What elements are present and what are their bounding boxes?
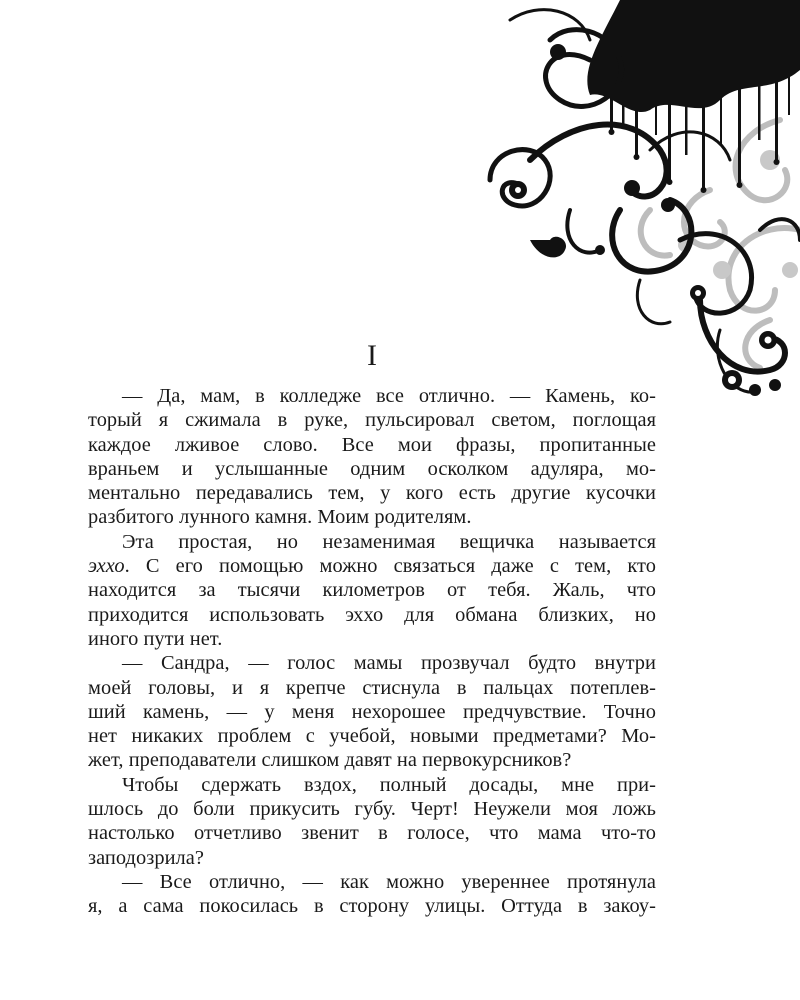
body-text [88, 384, 656, 919]
text-line: приходится использовать эххо для обмана близких, но [88, 603, 656, 626]
text-line: разбитого лунного камня. Моим родителям. [88, 506, 472, 529]
text-line: Эта простая, но незаменимая вещичка называется [122, 530, 656, 553]
text-line: — Сандра, — голос мамы прозвучал будто внутри [122, 652, 656, 675]
text-line: жет, преподаватели слишком давят на первокурсников? [88, 749, 572, 772]
text-line: — Все отлично, — как можно увереннее протянула [122, 870, 656, 893]
text-line: находится за тысячи километров от тебя. Жаль, что [88, 579, 656, 602]
italic-term: эххо [88, 555, 125, 578]
text-line: моей головы, и я крепче стиснула в пальцах потеплев- [88, 676, 656, 699]
text-line: шлось до боли прикусить губу. Черт! Неужели моя ложь [88, 798, 656, 821]
text-line [88, 554, 656, 578]
text-line: ментально передавались тем, у кого есть другие кусочки [88, 482, 656, 505]
text-line: ший камень, — у меня нехорошее предчувствие. Точно [88, 700, 656, 723]
text-line: Чтобы сдержать вздох, полный досады, мне при- [122, 773, 656, 796]
text-line: заподозрила? [88, 846, 204, 869]
text-line: я, а сама покосилась в сторону улицы. Оттуда в закоу- [88, 895, 656, 918]
text-line: торый я сжимала в руке, пульсировал светом, поглощая [88, 409, 656, 432]
text-line: настолько отчетливо звенит в голосе, что мама что-то [88, 822, 656, 845]
text-line-rest: . С его помощью можно связаться даже с тем, кто [124, 555, 656, 578]
text-line: каждое лживое слово. Все мои фразы, пропитанные [88, 433, 656, 456]
chapter-number: I [367, 339, 377, 372]
text-line: враньем и услышанные одним осколком адуляра, мо- [88, 457, 656, 480]
text-line: нет никаких проблем с учебой, новыми предметами? Мо- [88, 725, 656, 748]
text-line: — Да, мам, в колледже все отлично. — Камень, ко- [122, 385, 656, 407]
text-line: иного пути нет. [88, 627, 223, 650]
